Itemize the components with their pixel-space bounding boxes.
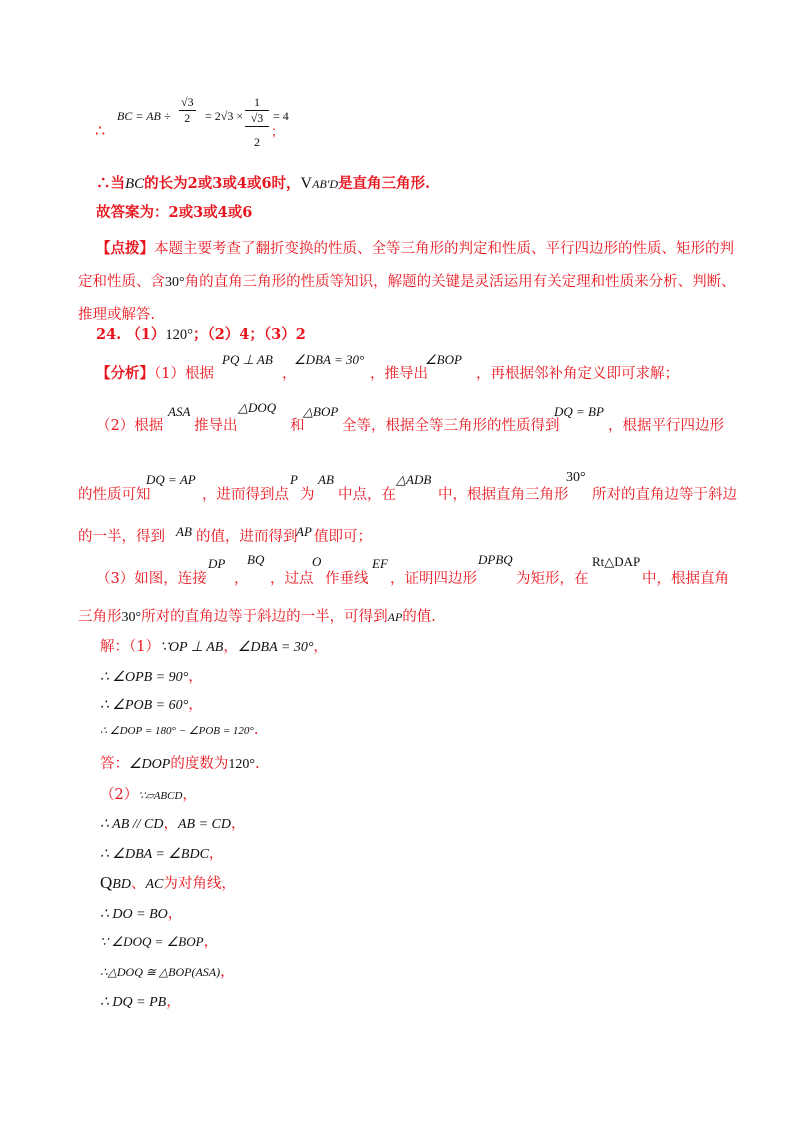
solution-line-6: （2）∵▱ABCD， [100, 787, 197, 803]
math-tri-adb: △ADB [396, 472, 432, 487]
text-l4-end: 值即可； [314, 529, 372, 545]
text-and: 和 [290, 418, 305, 434]
math-angle-dba: ∠DBA = 30° [294, 352, 365, 367]
line-when-right-triangle: ∴当BC的长为2或3或4或6时，VAB′D是直角三角形. [96, 175, 431, 192]
comma-2: ， [234, 571, 249, 587]
math-ap: AP [296, 524, 312, 539]
comma: ， [282, 366, 297, 382]
analysis-line-5-start: （3）如图，连接 [96, 571, 207, 587]
text-derive: ，推导出 [370, 366, 428, 382]
math-rt-dap: Rt△DAP [592, 554, 641, 569]
math-ef: EF [372, 556, 388, 571]
text-l5-end: 中，根据直角 [642, 571, 729, 587]
solution-line-2: ∴ ∠OPB = 90°， [100, 669, 203, 685]
solution-line-10: ∴ DO = BO， [100, 906, 183, 922]
math-dp: DP [208, 556, 226, 571]
solution-line-1: 解：（1）∵OP ⊥ AB，∠DBA = 30°， [100, 639, 328, 655]
text-l1-end: ，再根据邻补角定义即可求解； [476, 366, 679, 382]
text-in-right-tri: 中，根据直角三角形 [438, 487, 569, 503]
analysis-line-1: 【分析】（1）根据 [96, 365, 214, 382]
eq-rhs: = 4 [273, 109, 289, 123]
text-thus-point: ，进而得到点 [202, 487, 289, 503]
math-ab: AB [318, 472, 334, 487]
text-l3-end: 所对的直角边等于斜边 [592, 487, 737, 503]
text-midpoint: 中点，在 [338, 487, 396, 503]
analysis-line-2-start: （2）根据 [96, 418, 164, 434]
eq-lhs: BC = AB ÷ [117, 109, 171, 123]
answer-line: 故答案为：2或3或4或6 [96, 204, 253, 221]
math-ab-2: AB [176, 524, 192, 539]
frac2: 1 √3 2 [245, 95, 269, 150]
text-is-rect: 为矩形，在 [516, 571, 589, 587]
analysis-line-6: 三角形30°所对的直角边等于斜边的一半，可得到AP的值. [78, 609, 436, 625]
solution-line-11: ∵ ∠DOQ = ∠BOP， [100, 934, 219, 950]
solution-line-12: ∴△DOQ ≅ △BOP(ASA)， [100, 964, 235, 980]
solution-line-9: QBD、AC为对角线， [100, 873, 236, 892]
text-derive-2: 推导出 [194, 418, 238, 434]
math-asa: ASA [168, 404, 191, 419]
math-pq-perp-ab: PQ ⊥ AB [222, 352, 273, 367]
solution-line-8: ∴ ∠DBA = ∠BDC， [100, 846, 224, 862]
math-dpbq: DPBQ [478, 552, 513, 567]
solution-line-3: ∴ ∠POB = 60°， [100, 697, 203, 713]
math-dq-bp: DQ = BP [554, 404, 604, 419]
analysis-line-4-start: 的一半，得到 [78, 529, 165, 545]
math-p: P [290, 472, 298, 487]
text-l2-end: ，根据平行四边形 [608, 418, 724, 434]
math-angle-bop: ∠BOP [425, 352, 462, 367]
math-bq: BQ [247, 552, 265, 567]
solution-line-4: ∴ ∠DOP = 180° − ∠POB = 120°. [100, 722, 259, 738]
text-value-then: 的值，进而得到 [196, 529, 298, 545]
solution-line-7: ∴ AB // CD，AB = CD， [100, 816, 246, 832]
q24-answers: 24. （1）120°；（2）4；（3）2 [96, 326, 306, 343]
solution-line-5: 答：∠DOP的度数为120°. [100, 756, 260, 772]
solution-line-13: ∴ DQ = PB， [100, 994, 181, 1010]
math-tri-doq: △DOQ [238, 400, 277, 415]
math-dq-ap: DQ = AP [146, 472, 196, 487]
eq-tail: ； [271, 125, 285, 140]
dianbo-paragraph: 【点拨】本题主要考查了翻折变换的性质、全等三角形的判定和性质、平行四边形的性质、矩形的判 定和性质、含30°角的直角三角形的性质等知识，解题的关键是灵活运用有关定理和性质来分析、判断、 推理或解答. [78, 240, 736, 323]
text-prove-quad: ，证明四边形 [390, 571, 477, 587]
math-o: O [312, 554, 322, 569]
math-tri-bop: △BOP [303, 404, 339, 419]
text-congruent: 全等，根据全等三角形的性质得到 [342, 418, 560, 434]
therefore-symbol: ∴ [95, 121, 106, 140]
text-is: 为 [300, 487, 315, 503]
text-through-point: ，过点 [270, 571, 314, 587]
text-draw-perp: 作垂线 [325, 571, 369, 587]
math-30deg: 30° [566, 470, 586, 485]
frac-sqrt3-over-2: $\frac{√3}{2}$ [181, 95, 194, 125]
analysis-line-3-start: 的性质可知 [78, 487, 151, 503]
eq-mid: = 2√3 × [205, 109, 244, 123]
